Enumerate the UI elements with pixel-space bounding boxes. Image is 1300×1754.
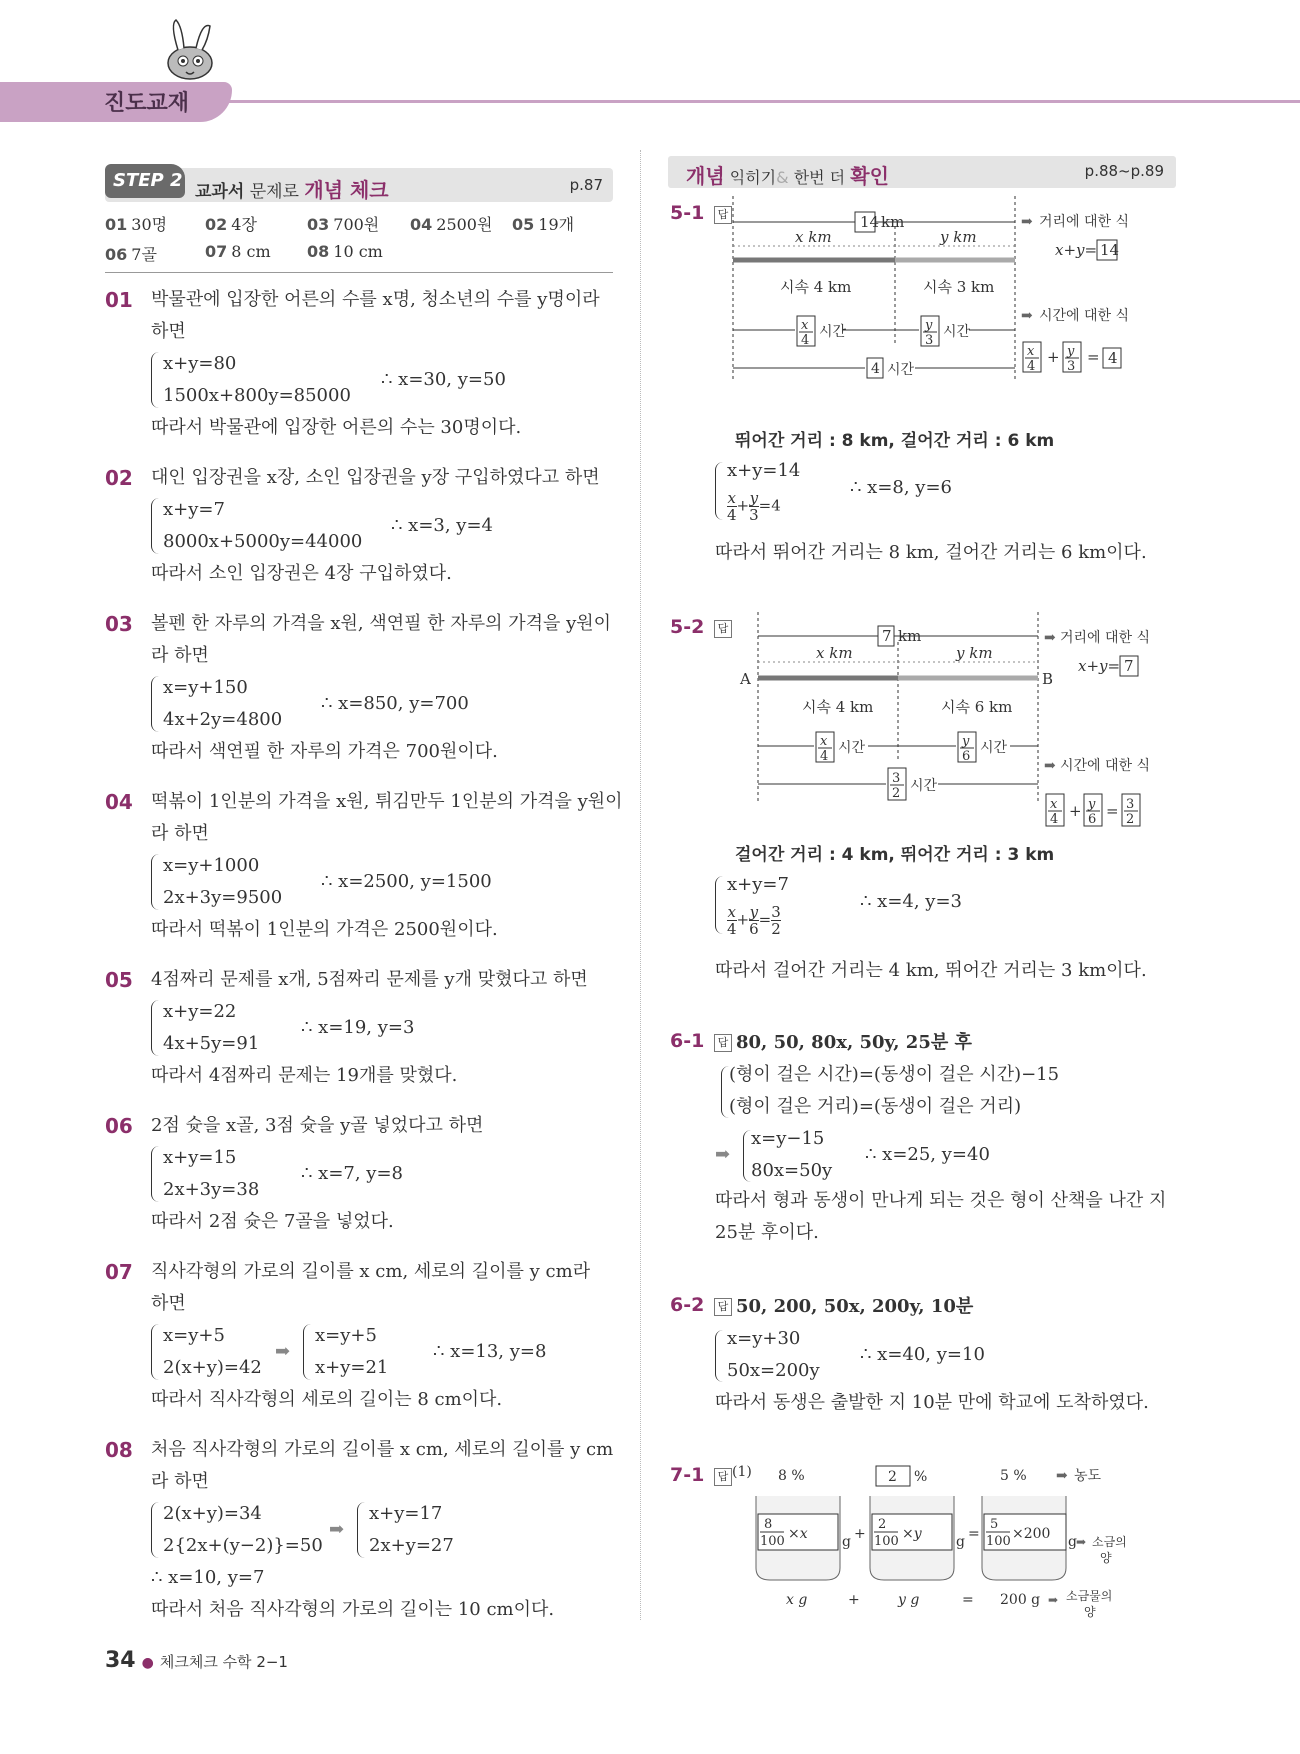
answer-item: 07 8 cm [205, 242, 271, 261]
problem-text: 하면 [151, 1293, 186, 1314]
step2-title-b: 문제로 [249, 182, 299, 202]
svg-text:x: x [1050, 797, 1058, 812]
problem-05 [105, 964, 625, 1092]
step2-title [195, 174, 389, 203]
question-5-2-conclusion: 따라서 걸어간 거리는 4 km, 뛰어간 거리는 3 km이다. [715, 960, 1147, 981]
svg-text:8 %: 8 % [778, 1468, 805, 1484]
svg-text:시속 4 km: 시속 4 km [780, 278, 852, 296]
svg-text:3: 3 [925, 333, 934, 348]
svg-text:4: 4 [1050, 812, 1059, 827]
problem-number: 01 [105, 288, 133, 312]
equation-system: x=y+150 4x+2y=4800 ∴ x=850, y=700 [151, 672, 625, 736]
svg-text:시속 6 km: 시속 6 km [941, 698, 1013, 716]
svg-text:200 g: 200 g [1000, 1592, 1041, 1608]
question-6-1-system: ➡ x=y−15 80x=50y ∴ x=25, y=40 [715, 1128, 990, 1181]
right-arrow-icon: ➡ [1044, 630, 1056, 646]
book-title: 체크체크 수학 2−1 [159, 1653, 288, 1671]
right-arrow-icon: ➡ [1044, 758, 1056, 774]
svg-text:x: x [820, 734, 828, 749]
svg-text:4: 4 [820, 749, 829, 764]
problem-result: ∴ x=10, y=7 [151, 1567, 265, 1588]
answer-mark: 답 [714, 1468, 732, 1486]
answer-item: 03 700원 [307, 215, 380, 234]
svg-text:거리에 대한 식: 거리에 대한 식 [1039, 214, 1130, 230]
answer-item: 06 7골 [105, 245, 157, 264]
svg-text:시간에 대한 식: 시간에 대한 식 [1039, 308, 1130, 324]
equation-system: x+y=7 8000x+5000y=44000 ∴ x=3, y=4 [151, 494, 625, 558]
problem-text: 라 하면 [151, 1471, 209, 1492]
svg-text:5: 5 [990, 1517, 999, 1532]
svg-text:시간: 시간 [838, 740, 866, 756]
page-number: 34 [105, 1648, 136, 1673]
question-6-2-system: x=y+30 50x=200y ∴ x=40, y=10 [715, 1324, 1155, 1388]
question-6-1-conclusion-2: 25분 후이다. [715, 1222, 819, 1243]
svg-text:y km: y km [956, 644, 993, 662]
question-7-1-number: 7-1 [670, 1464, 705, 1486]
svg-text:100: 100 [874, 1534, 899, 1549]
question-6-2-answer: 50, 200, 50x, 200y, 10분 [736, 1296, 974, 1317]
svg-text:×y: ×y [902, 1526, 922, 1542]
svg-text:y: y [1067, 344, 1075, 359]
svg-text:+: + [1047, 348, 1060, 366]
answer-mark: 답 [714, 1298, 732, 1316]
svg-text:km: km [898, 627, 922, 645]
svg-text:x g: x g [786, 1592, 808, 1608]
svg-text:x km: x km [795, 228, 832, 246]
svg-text:4: 4 [801, 333, 810, 348]
right-arrow-icon: ➡ [1056, 1468, 1068, 1484]
svg-text:양: 양 [1100, 1551, 1112, 1565]
question-6-1-number: 6-1 [670, 1030, 705, 1052]
svg-text:3: 3 [1067, 359, 1076, 374]
problem-01 [105, 284, 625, 444]
equation-system: 2(x+y)=34 2{2x+(y−2)}=50 ➡ x+y=17 2x+y=27 [151, 1498, 625, 1562]
question-5-1-number: 5-1 [670, 202, 705, 224]
equation-system: x+y=80 1500x+800y=85000 ∴ x=30, y=50 [151, 348, 625, 412]
step2-title-a: 교과서 [195, 182, 245, 202]
svg-text:5 %: 5 % [1000, 1468, 1027, 1484]
right-arrow-icon: ➡ [1021, 308, 1033, 324]
question-5-1-system: x+y=14 $\frac{x}{4}$ + $\frac{y}{3}$ =4 ∴ x=8, y=6 [715, 456, 1145, 536]
svg-text:거리에 대한 식: 거리에 대한 식 [1060, 630, 1151, 646]
svg-text:소금의: 소금의 [1092, 1535, 1127, 1549]
column-divider [640, 150, 641, 1620]
svg-text:y: y [962, 734, 970, 749]
svg-text:B: B [1042, 670, 1054, 688]
problem-text: 하면 [151, 321, 186, 342]
distance-diagram-5-1 [725, 196, 1165, 416]
problem-text: 4점짜리 문제를 x개, 5점짜리 문제를 y개 맞혔다고 하면 [151, 969, 588, 990]
question-6-1-word-system: (형이 걸은 시간)=(동생이 걸은 시간)−15 (형이 걸은 거리)=(동생이 걸은 거리) [715, 1060, 1155, 1124]
svg-text:시간: 시간 [910, 778, 938, 794]
problem-text: 볼펜 한 자루의 가격을 x원, 색연필 한 자루의 가격을 y원이 [151, 613, 612, 634]
svg-text:y g: y g [898, 1592, 920, 1608]
problem-number: 02 [105, 466, 133, 490]
svg-text:+: + [1069, 802, 1082, 820]
problem-text: 직사각형의 가로의 길이를 x cm, 세로의 길이를 y cm라 [151, 1261, 591, 1282]
problem-number: 03 [105, 612, 133, 636]
svg-text:%: % [914, 1469, 928, 1485]
step2-page-ref: p.87 [569, 176, 603, 194]
problem-04 [105, 786, 625, 946]
answer-mark: 답 [714, 206, 732, 224]
svg-text:농도: 농도 [1074, 1468, 1102, 1484]
svg-text:시속 4 km: 시속 4 km [802, 698, 874, 716]
svg-text:100: 100 [986, 1534, 1011, 1549]
svg-text:x: x [801, 318, 809, 333]
question-5-2-system: x+y=7 $\frac{x}{4}$ + $\frac{y}{6}$ = $\frac{3}{2}$ ∴ x=4, y=3 [715, 870, 1145, 950]
problem-07 [105, 1256, 625, 1416]
right-arrow-icon: ➡ [329, 1519, 345, 1540]
svg-text:3: 3 [1126, 797, 1135, 812]
answer-item: 05 19개 [512, 215, 575, 234]
problem-text: 라 하면 [151, 645, 209, 666]
right-arrow-icon: ➡ [1048, 1593, 1059, 1607]
question-6-1-conclusion: 따라서 형과 동생이 만나게 되는 것은 형이 산책을 나간 지 [715, 1190, 1167, 1211]
quick-answers [105, 212, 613, 272]
page-footer [105, 1648, 288, 1673]
problem-conclusion: 따라서 떡볶이 1인분의 가격은 2500원이다. [151, 919, 498, 940]
svg-text:6: 6 [962, 749, 971, 764]
bullet-icon: ● [141, 1655, 154, 1671]
svg-text:시간에 대한 식: 시간에 대한 식 [1060, 758, 1151, 774]
svg-text:14: 14 [1100, 241, 1120, 259]
question-6-2-conclusion: 따라서 동생은 출발한 지 10분 만에 학교에 도착하였다. [715, 1392, 1149, 1413]
problem-text: 박물관에 입장한 어른의 수를 x명, 청소년의 수를 y명이라 [151, 289, 600, 310]
svg-text:x km: x km [816, 644, 853, 662]
equation-system: x=y+1000 2x+3y=9500 ∴ x=2500, y=1500 [151, 850, 625, 914]
question-6-2-number: 6-2 [670, 1294, 705, 1316]
problem-conclusion: 따라서 색연필 한 자루의 가격은 700원이다. [151, 741, 498, 762]
problem-03 [105, 608, 625, 768]
svg-text:시간: 시간 [943, 324, 971, 340]
problem-number: 07 [105, 1260, 133, 1284]
svg-text:x+y=: x+y= [1078, 657, 1121, 675]
problem-text: 라 하면 [151, 823, 209, 844]
problem-text: 처음 직사각형의 가로의 길이를 x cm, 세로의 길이를 y cm [151, 1439, 614, 1460]
svg-text:시속 3 km: 시속 3 km [923, 278, 995, 296]
svg-text:시간: 시간 [887, 362, 915, 378]
problem-conclusion: 따라서 소인 입장권은 4장 구입하였다. [151, 563, 452, 584]
svg-text:g: g [1068, 1534, 1077, 1550]
svg-text:x: x [1027, 344, 1035, 359]
step2-bar [105, 168, 613, 202]
problem-number: 05 [105, 968, 133, 992]
concept-check-page-ref: p.88~p.89 [1084, 162, 1164, 180]
svg-text:y: y [1088, 797, 1096, 812]
svg-text:양: 양 [1084, 1605, 1096, 1619]
svg-text:y km: y km [940, 228, 977, 246]
answer-item: 04 2500원 [410, 215, 493, 234]
problem-text: 2점 슛을 x골, 3점 슛을 y골 넣었다고 하면 [151, 1115, 484, 1136]
svg-text:2: 2 [888, 1469, 897, 1485]
svg-text:7: 7 [1124, 657, 1134, 675]
svg-text:(1): (1) [732, 1464, 752, 1480]
question-6-1-answer: 80, 50, 80x, 50y, 25분 후 [736, 1032, 972, 1053]
question-5-2-summary: 걸어간 거리 : 4 km, 뛰어간 거리 : 3 km [735, 845, 1055, 865]
problem-number: 06 [105, 1114, 133, 1138]
svg-text:km: km [881, 213, 905, 231]
concept-check-bar [668, 156, 1176, 188]
problem-08 [105, 1434, 625, 1626]
problem-text: 떡볶이 1인분의 가격을 x원, 튀김만두 1인분의 가격을 y원이 [151, 791, 623, 812]
svg-text:=: = [1087, 348, 1100, 366]
svg-text:7: 7 [882, 627, 892, 645]
question-5-1-conclusion: 따라서 뛰어간 거리는 8 km, 걸어간 거리는 6 km이다. [715, 542, 1147, 563]
svg-text:2: 2 [878, 1517, 887, 1532]
right-arrow-icon: ➡ [275, 1341, 291, 1362]
problem-text: 대인 입장권을 x장, 소인 입장권을 y장 구입하였다고 하면 [151, 467, 600, 488]
distance-diagram-5-2 [738, 612, 1158, 832]
question-5-2-number: 5-2 [670, 616, 705, 638]
problem-conclusion: 따라서 박물관에 입장한 어른의 수는 30명이다. [151, 417, 522, 438]
right-arrow-icon: ➡ [715, 1144, 731, 1165]
svg-text:=: = [962, 1592, 974, 1608]
svg-text:2: 2 [892, 786, 901, 801]
svg-text:2: 2 [1126, 812, 1135, 827]
equation-system: x=y+5 2(x+y)=42 ➡ x=y+5 x+y=21 ∴ x=13, y=8 [151, 1320, 625, 1384]
equation-system: x+y=15 2x+3y=38 ∴ x=7, y=8 [151, 1142, 625, 1206]
problem-conclusion: 따라서 4점짜리 문제는 19개를 맞혔다. [151, 1065, 458, 1086]
problem-conclusion: 따라서 2점 슛은 7골을 넣었다. [151, 1211, 394, 1232]
header-title: 진도교재 [104, 91, 190, 116]
right-arrow-icon: ➡ [1021, 214, 1033, 230]
answer-item: 08 10 cm [307, 242, 383, 261]
problem-number: 04 [105, 790, 133, 814]
answer-mark: 답 [714, 1034, 732, 1052]
problem-conclusion: 따라서 직사각형의 세로의 길이는 8 cm이다. [151, 1389, 503, 1410]
question-5-1-summary: 뛰어간 거리 : 8 km, 걸어간 거리 : 6 km [735, 431, 1055, 451]
svg-text:+: + [848, 1592, 860, 1608]
equation-system: x+y=22 4x+5y=91 ∴ x=19, y=3 [151, 996, 625, 1060]
svg-text:100: 100 [760, 1534, 785, 1549]
concept-check-title: 개념 익히기& 한번 더 확인 [686, 164, 889, 188]
svg-text:시간: 시간 [819, 324, 847, 340]
problem-06 [105, 1110, 625, 1238]
svg-text:x+y=: x+y= [1055, 241, 1098, 259]
svg-text:시간: 시간 [980, 740, 1008, 756]
problem-conclusion: 따라서 처음 직사각형의 가로의 길이는 10 cm이다. [151, 1599, 555, 1620]
svg-text:=: = [968, 1526, 980, 1542]
svg-text:소금물의: 소금물의 [1066, 1589, 1113, 1603]
problem-02 [105, 462, 625, 590]
answer-item: 02 4장 [205, 215, 257, 234]
svg-text:g: g [956, 1534, 965, 1550]
svg-text:=: = [1106, 802, 1119, 820]
right-arrow-icon: ➡ [1076, 1535, 1087, 1549]
svg-text:4: 4 [871, 361, 880, 377]
svg-text:y: y [925, 318, 933, 333]
svg-text:6: 6 [1088, 812, 1097, 827]
concentration-diagram-7-1 [730, 1456, 1160, 1626]
header-rule [220, 100, 1300, 103]
svg-text:4: 4 [1108, 349, 1118, 367]
svg-text:g: g [842, 1534, 851, 1550]
svg-text:4: 4 [1027, 359, 1036, 374]
answer-mark: 답 [714, 620, 732, 638]
svg-text:8: 8 [764, 1517, 773, 1532]
step2-title-c: 개념 체크 [304, 178, 389, 202]
problem-number: 08 [105, 1438, 133, 1462]
svg-text:14: 14 [860, 213, 880, 231]
step2-badge: STEP 2 [105, 164, 185, 198]
page-header [0, 0, 1300, 130]
rabbit-mascot-icon [150, 18, 230, 88]
svg-text:3: 3 [892, 771, 901, 786]
svg-text:+: + [854, 1526, 866, 1542]
svg-text:×200: ×200 [1012, 1526, 1051, 1542]
svg-text:A: A [740, 670, 751, 688]
answer-item: 01 30명 [105, 215, 168, 234]
svg-text:×x: ×x [788, 1526, 808, 1542]
